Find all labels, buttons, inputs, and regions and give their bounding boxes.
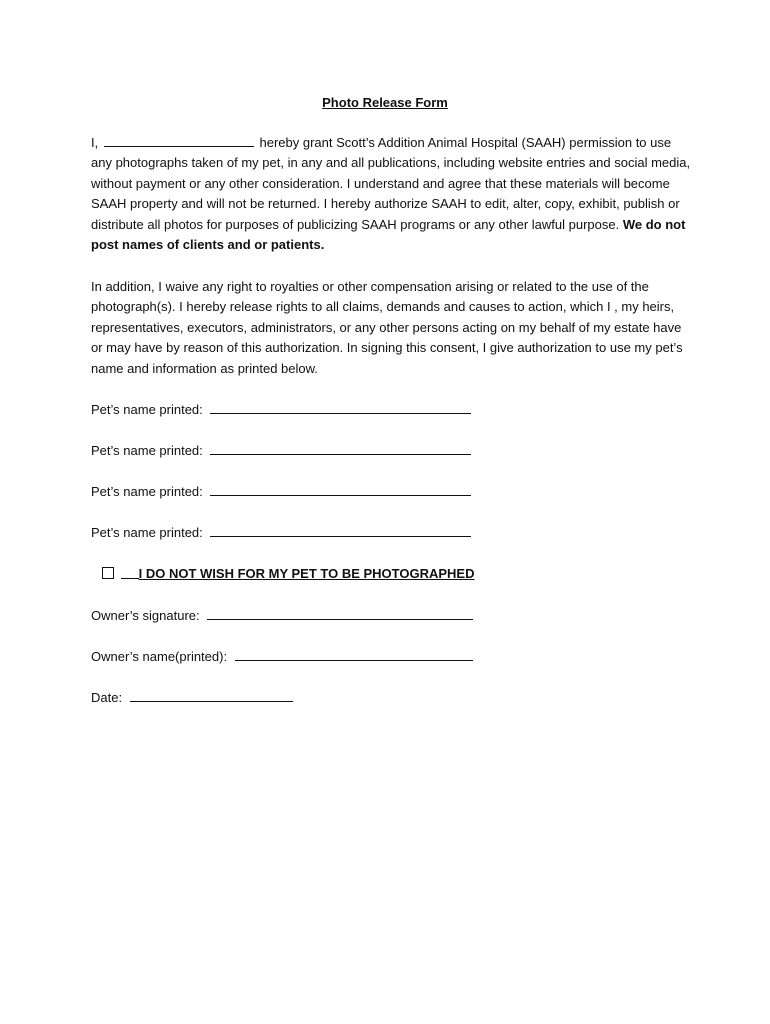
privacy-notice: We do not post names of clients and or patients. — [91, 216, 686, 253]
pet-name-label: Pet’s name printed: — [91, 484, 203, 499]
pet-name-field[interactable] — [210, 482, 471, 496]
permission-text: hereby grant Scott’s Addition Animal Hospital (SAAH) permission to use any photographs taken of my pet, in any and all publications, including website entries and social media, without payment or any other consideration. I understand and agree that these materials will become SAAH property and will not be returned. I hereby authorize SAAH to edit, alter, copy, exhibit, publish or distribute all photos for purposes of publicizing SAAH programs or any other lawful purpose. — [91, 135, 691, 232]
grantor-name-field[interactable] — [104, 134, 254, 147]
owner-signature-label: Owner’s signature: — [91, 608, 200, 623]
opt-out-row — [102, 565, 475, 583]
opt-out-label: I DO NOT WISH FOR MY PET TO BE PHOTOGRAPHED — [121, 566, 475, 581]
permission-paragraph — [91, 133, 691, 255]
date-label: Date: — [91, 690, 123, 705]
date-field[interactable] — [130, 688, 293, 702]
pet-name-label: Pet’s name printed: — [91, 443, 203, 458]
waiver-paragraph: In addition, I waive any right to royalties or other compensation arising or related to the use of the photograph(s). I hereby release rights to all claims, demands and causes to action, which I , my heirs, representatives, executors, administrators, or any other persons acting on my behalf of my estate have or may have by reason of this authorization. In signing this consent, I give authorization to use my pet’s name and information as printed below. — [91, 279, 683, 376]
owner-name-label: Owner’s name(printed): — [91, 649, 228, 664]
pet-name-label: Pet’s name printed: — [91, 525, 203, 540]
owner-signature-row — [91, 606, 473, 625]
pet-name-field[interactable] — [210, 441, 471, 455]
paragraph-prefix: I, — [91, 135, 99, 150]
date-row — [91, 688, 293, 707]
pet-name-label: Pet’s name printed: — [91, 402, 203, 417]
pet-name-field[interactable] — [210, 400, 471, 414]
pet-name-row — [91, 523, 471, 542]
form-title: Photo Release Form — [322, 95, 448, 110]
pet-name-row — [91, 482, 471, 501]
owner-signature-field[interactable] — [207, 606, 473, 620]
owner-name-row — [91, 647, 473, 666]
pet-name-field[interactable] — [210, 523, 471, 537]
owner-name-field[interactable] — [235, 647, 473, 661]
pet-name-row — [91, 441, 471, 460]
opt-out-checkbox[interactable] — [102, 567, 114, 579]
pet-name-row — [91, 400, 471, 419]
